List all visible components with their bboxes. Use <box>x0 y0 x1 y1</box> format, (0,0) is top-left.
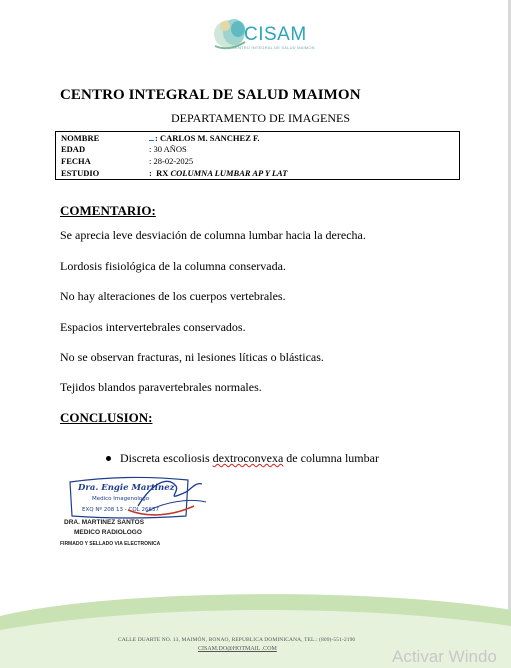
comentario-line: Tejidos blandos paravertebrales normales. <box>60 380 262 394</box>
edad-label: EDAD <box>61 144 86 154</box>
fecha-value: : 28-02-2025 <box>149 156 194 166</box>
placeholder-icon <box>149 133 154 141</box>
estudio-value: : RX COLUMNA LUMBAR AP Y LAT <box>149 168 288 178</box>
bullet-dot-icon <box>106 456 111 461</box>
nombre-value: : CARLOS M. SANCHEZ F. <box>149 133 260 143</box>
signature-note: FIRMADO Y SELLADO VIA ELECTRONICA <box>60 541 161 547</box>
comentario-line: Se aprecia leve desviación de columna lumbar hacia la derecha. <box>60 228 366 242</box>
conclusion-bullet: Discreta escoliosis dextroconvexa de columna lumbar <box>106 451 379 466</box>
comentario-heading: COMENTARIO: <box>60 203 156 218</box>
conclusion-heading: CONCLUSION: <box>60 410 153 425</box>
fecha-label: FECHA <box>61 156 91 166</box>
comentario-line: No hay alteraciones de los cuerpos vertebrales. <box>60 289 286 303</box>
footer-address: CALLE DUARTE NO. 13, MAIMÓN, BONAO, REPUBLICA DOMINICANA, TEL.: (809)-551-2196 <box>118 637 356 643</box>
estudio-label: ESTUDIO <box>61 168 100 178</box>
svg-text:Medico Imagenologo: Medico Imagenologo <box>92 496 150 502</box>
edad-value: : 30 AÑOS <box>149 144 187 154</box>
footer-email[interactable]: CISAM.DO@HOTMAIL .COM <box>198 646 277 652</box>
logo-tagline: CENTRO INTEGRAL DE SALUD MAIMON <box>232 45 315 50</box>
svg-text:Dra. Engie Martinez: Dra. Engie Martinez <box>78 483 175 493</box>
department-label: DEPARTAMENTO DE IMAGENES <box>171 111 350 125</box>
signer-title: MEDICO RADIOLOGO <box>74 529 142 536</box>
signer-name: DRA. MARTINEZ SANTOS <box>64 519 145 526</box>
patient-info-box <box>55 131 460 180</box>
comentario-line: No se observan fracturas, ni lesiones líticas o blásticas. <box>60 350 324 364</box>
logo-wordmark: CISAM <box>244 24 307 45</box>
spellcheck-flagged-word[interactable]: dextroconvexa <box>212 451 284 465</box>
comentario-line: Espacios intervertebrales conservados. <box>60 320 246 334</box>
windows-activation-watermark: Activar Windo <box>392 647 497 666</box>
page-title: CENTRO INTEGRAL DE SALUD MAIMON <box>60 87 361 103</box>
svg-text:EXQ Nº 208 13 - COL 26657: EXQ Nº 208 13 - COL 26657 <box>82 507 159 513</box>
nombre-label: NOMBRE <box>61 133 100 143</box>
signature-stamp-icon <box>68 472 208 520</box>
comentario-line: Lordosis fisiológica de la columna conservada. <box>60 259 286 273</box>
